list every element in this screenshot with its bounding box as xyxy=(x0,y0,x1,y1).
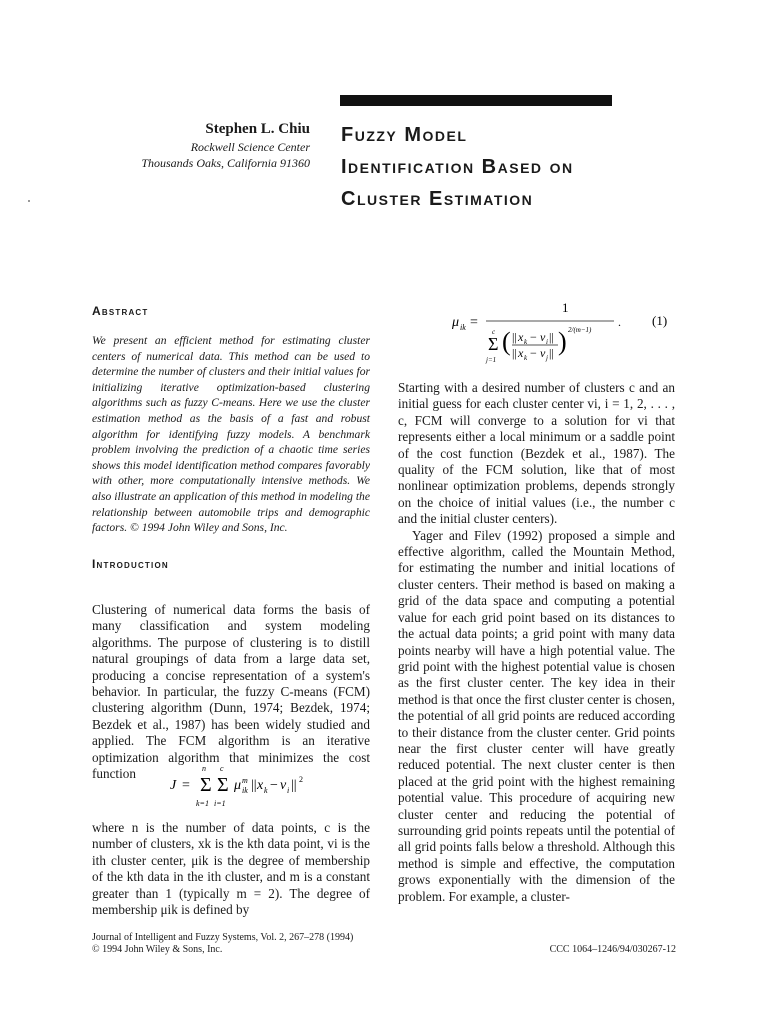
abstract-text: We present an efficient method for estimating cluster centers of numerical data. This method can be used to determine the number of clusters and their initial values for initializing iterative optimization-based clustering algorithms such as fuzzy C-means. Here we use the cluster estimation method as the basis of a fast and robust algorithm for identifying fuzzy models. A benchmark problem involving the prediction of a chaotic time series shows this model identification method compares favorably with other, more computationally intensive methods. We also illustrate an application of this method in modeling the relationship between automobile trips and demographic factors. © 1994 John Wiley and Sons, Inc. xyxy=(92,334,370,535)
author-location: Thousands Oaks, California 91360 xyxy=(141,156,310,170)
author-name: Stephen L. Chiu xyxy=(205,121,310,137)
svg-text:n: n xyxy=(202,764,206,773)
scan-speck xyxy=(28,200,30,202)
svg-text:i=1: i=1 xyxy=(214,799,226,808)
svg-text:x: x xyxy=(518,346,524,360)
svg-text:||: || xyxy=(549,346,554,360)
svg-text:Σ: Σ xyxy=(200,774,212,796)
svg-text:j: j xyxy=(546,354,548,362)
intro-paragraph-1 xyxy=(92,602,370,782)
cost-function-equation xyxy=(160,758,310,810)
journal-citation: Journal of Intelligent and Fuzzy Systems, Vol. 2, 267–278 (1994) xyxy=(92,932,354,943)
paper-title xyxy=(341,119,761,215)
introduction-heading: Introduction xyxy=(92,557,169,571)
svg-text:m: m xyxy=(242,776,248,785)
svg-text:||: || xyxy=(251,778,257,793)
equation-number: (1) xyxy=(652,313,668,328)
svg-text:i: i xyxy=(287,786,290,795)
svg-text:−: − xyxy=(270,778,278,793)
svg-text:−: − xyxy=(530,330,537,344)
svg-text:x: x xyxy=(257,778,264,793)
svg-text:μ: μ xyxy=(452,315,460,330)
svg-text:c: c xyxy=(492,328,496,336)
svg-text:c: c xyxy=(220,764,224,773)
svg-text:||: || xyxy=(549,330,554,344)
svg-text:Σ: Σ xyxy=(488,334,499,354)
svg-text:Σ: Σ xyxy=(217,774,229,796)
intro-p2-text: where n is the number of data points, c is the number of clusters, xk is the kth data point, vi is the ith cluster center, μik is the degree of membership of the kth data in the ith cluster, and m is a constant greater than 1 (typically m = 2). The degree of membership μik is defined by xyxy=(92,820,370,918)
title-line-1: Fuzzy Model xyxy=(341,124,468,146)
svg-text:k: k xyxy=(524,338,528,346)
right-column xyxy=(398,380,675,905)
right-p2: Yager and Filev (1992) proposed a simple and effective algorithm, called the Mountain Method, for estimating the number and initial locations of cluster centers. Their method is based on making a grid of the data space and computing a potential value for each grid point based on its distances to the actual data points; a grid point with many data points nearby will have a high potential value. The grid point with the highest potential value is chosen as the first cluster center. The key idea in their method is that once the first cluster center is chosen, the potential of all grid points are reduced according to their distance from the cluster center. Grid points near the first cluster center will have greatly reduced potential. The next cluster center is then placed at the grid point with the highest remaining potential value. This procedure of acquiring new cluster center and reducing the potential of surrounding grid points repeats until the potential of all grid points falls below a threshold. Although this method is simple and effective, the computation grows exponentially with the dimension of the problem. For example, a cluster- xyxy=(398,527,675,904)
svg-text:ik: ik xyxy=(460,323,466,332)
svg-text:v: v xyxy=(280,778,287,793)
footer-left xyxy=(92,932,412,956)
ccc-code: CCC 1064–1246/94/030267-12 xyxy=(549,944,676,955)
svg-text:j=1: j=1 xyxy=(486,356,497,364)
right-p1: Starting with a desired number of clusters c and an initial guess for each cluster center vi, i = 1, 2, . . . , c, FCM will converge to a solution for vi that represents either a local minimum or a saddle point of the cost function (Bezdek et al., 1987). The quality of the FCM solution, like that of most nonlinear optimization problems, depends strongly on the choice of initial values (i.e., the number c and the initial cluster centers). xyxy=(398,380,675,527)
title-line-2: Identification Based on xyxy=(341,156,574,178)
svg-text:1: 1 xyxy=(562,300,569,315)
title-line-3: Cluster Estimation xyxy=(341,188,534,210)
intro-paragraph-2 xyxy=(92,820,370,918)
svg-text:): ) xyxy=(558,327,567,356)
svg-text:x: x xyxy=(518,330,524,344)
svg-text:k: k xyxy=(264,786,268,795)
author-affiliation: Rockwell Science Center xyxy=(190,140,310,154)
footer-copyright: © 1994 John Wiley & Sons, Inc. xyxy=(92,944,223,955)
svg-text:(: ( xyxy=(502,327,511,356)
svg-text:μ: μ xyxy=(234,778,242,793)
svg-text:||: || xyxy=(512,346,517,360)
svg-text:2/(m−1): 2/(m−1) xyxy=(568,326,592,334)
svg-text:2: 2 xyxy=(299,775,303,784)
svg-text:=: = xyxy=(470,315,478,330)
svg-text:k: k xyxy=(524,354,528,362)
svg-text:v: v xyxy=(540,330,546,344)
svg-text:=: = xyxy=(182,778,190,793)
svg-text:−: − xyxy=(530,346,537,360)
svg-text:||: || xyxy=(291,778,297,793)
svg-text:ik: ik xyxy=(242,786,248,795)
svg-text:v: v xyxy=(540,346,546,360)
title-rule xyxy=(340,95,612,106)
svg-text:||: || xyxy=(512,330,517,344)
svg-text:i: i xyxy=(546,338,548,346)
author-block xyxy=(110,120,310,171)
svg-text:k=1: k=1 xyxy=(196,799,209,808)
abstract-heading: Abstract xyxy=(92,304,149,318)
svg-text:.: . xyxy=(618,315,621,329)
svg-text:J: J xyxy=(170,778,177,793)
membership-equation xyxy=(448,296,678,366)
intro-p1-text: Clustering of numerical data forms the basis of many classification and system modeling algorithms. The purpose of clustering is to distill natural groupings of data from a large data set, producing a concise representation of a system's behavior. In particular, the fuzzy C-means (FCM) clustering algorithm (Dunn, 1974; Bezdek, 1974; Bezdek et al., 1987) has been widely studied and applied. The FCM algorithm is an iterative optimization algorithm that minimizes the cost function xyxy=(92,602,370,782)
